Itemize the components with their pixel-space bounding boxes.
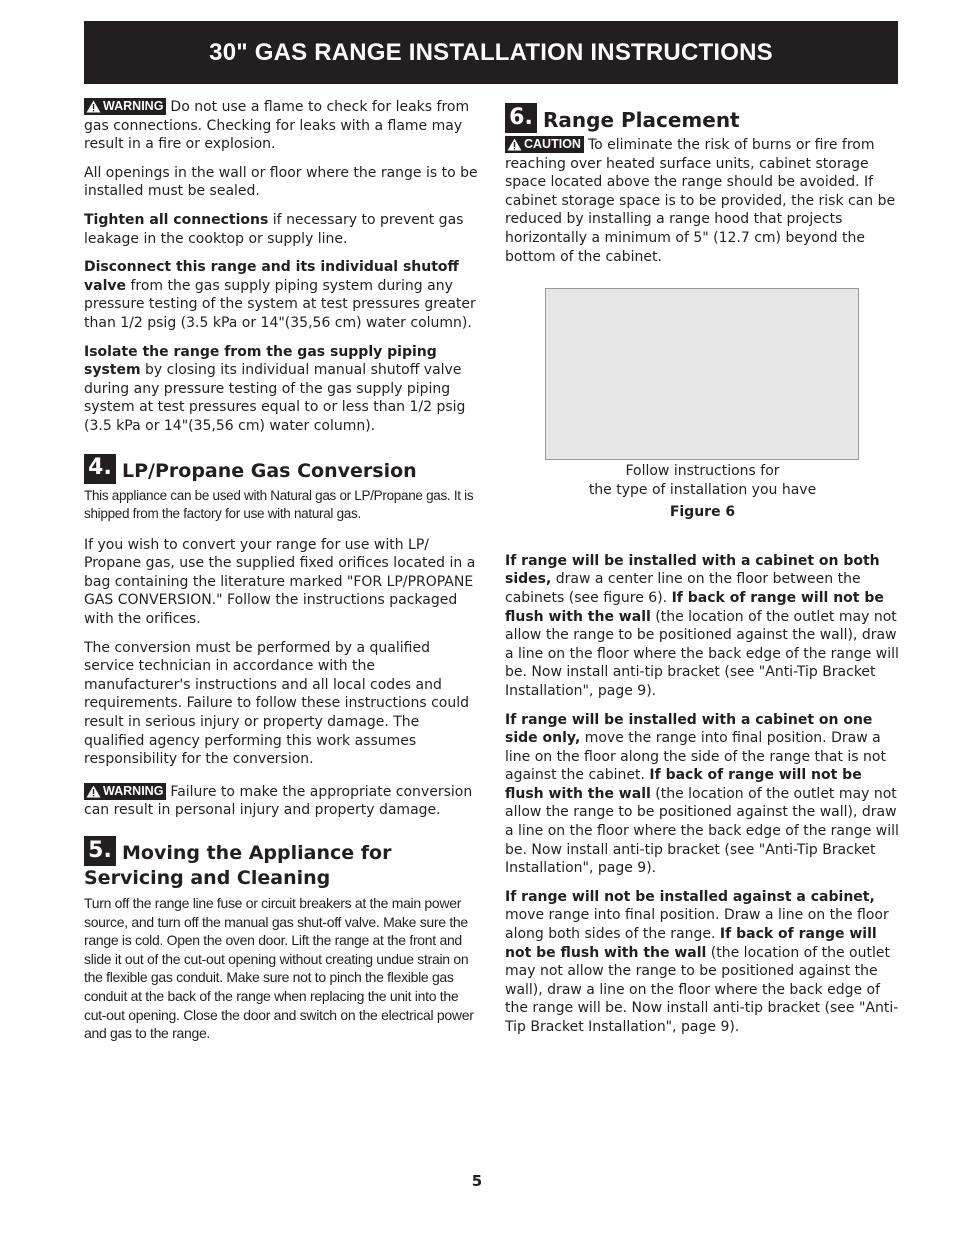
warning-triangle-icon — [86, 785, 101, 798]
figure-6-placeholder — [545, 288, 859, 460]
section-title: LP/Propane Gas Conversion — [122, 459, 417, 482]
right-column — [505, 103, 900, 1047]
section-title: Moving the Appliance for — [122, 842, 392, 864]
warning-conversion-paragraph: WARNING Failure to make the appropriate conversion can result in personal injury and property damage. — [84, 783, 473, 819]
warning-badge: WARNING — [84, 783, 166, 800]
warning-triangle-icon — [86, 100, 101, 113]
section-number: 6. — [505, 103, 537, 133]
figure-caption: Follow instructions for the type of installation you have — [588, 463, 817, 499]
both-sides-paragraph: If range will be installed with a cabinet on both sides, draw a center line on the floor between the cabinets (see figure 6). If back of range will not be flush with the wall (the location of the outlet may not allow the range to be positioned against the wall), draw a line on the floor where the back edge of the range will be. Now install anti-tip bracket (see "Anti-Tip Bracket Installation", page 9). — [505, 552, 899, 699]
tighten-paragraph: Tighten all connections if necessary to prevent gas leakage in the cooktop or supply line. — [84, 211, 464, 247]
section-4-intro: This appliance can be used with Natural gas or LP/Propane gas. It is shipped from the factory for use with natural gas. — [84, 487, 474, 522]
disconnect-paragraph: Disconnect this range and its individual shutoff valve from the gas supply piping system during any pressure testing of the system at test pressures greater than 1/2 psig (3.5 kPa or 14"(35,56 cm) water column). — [84, 259, 476, 331]
warning-badge: WARNING — [84, 98, 166, 115]
no-cabinet-paragraph: If range will not be installed against a cabinet, move range into final position. Draw a line on the floor along both sides of the range. If back of range will not be flush with the wall (the location of the outlet may not allow the range to be positioned against the wall), draw a line on the floor where the back edge of the range will be. Now install anti-tip bracket (see "Anti-Tip Bracket Installation", page 9). — [505, 888, 899, 1035]
page-title: 30" GAS RANGE INSTALLATION INSTRUCTIONS — [84, 21, 898, 84]
section-4-paragraph: If you wish to convert your range for use with LP/ Propane gas, use the supplied fixed orifices located in a bag containing the literature marked "FOR LP/PROPANE GAS CONVERSION." Follow the instructions packaged with the orifices. — [84, 536, 476, 628]
section-title: Range Placement — [543, 108, 740, 132]
warning-flame-paragraph: WARNING Do not use a flame to check for leaks from gas connections. Checking for leaks with a flame may result in a fire or explosion. — [84, 99, 470, 153]
page-number: 5 — [471, 1172, 483, 1190]
section-5-heading — [84, 836, 479, 867]
section-number: 4. — [84, 454, 116, 484]
section-6-heading — [505, 103, 900, 134]
section-title-continued: Servicing and Cleaning — [84, 867, 331, 889]
figure-title: Figure 6 — [669, 504, 736, 521]
left-column — [84, 98, 479, 1053]
warning-triangle-icon — [507, 138, 522, 151]
section-4-paragraph: The conversion must be performed by a qualified service technician in accordance with the manufacturer's instructions and all local codes and requirements. Failure to follow these instructions could result in serious injury or property damage. The qualified agency performing this work assumes responsibility for the conversion. — [84, 639, 470, 768]
section-4-heading — [84, 454, 479, 485]
section-number: 5. — [84, 836, 116, 866]
isolate-paragraph: Isolate the range from the gas supply piping system by closing its individual manual shutoff valve during any pressure testing of the gas supply piping system at test pressures equal to or less than 1/2 psig (3.5 kPa or 14"(35,56 cm) water column). — [84, 343, 466, 434]
one-side-paragraph: If range will be installed with a cabinet on one side only, move the range into final position. Draw a line on the floor along the side of the range that is not against the cabinet. If back of range will not be flush with the wall (the location of the outlet may not allow the range to be positioned against the wall), draw a line on the floor where the back edge of the range will be. Now install anti-tip bracket (see "Anti-Tip Bracket Installation", page 9). — [505, 711, 899, 877]
caution-paragraph: CAUTION To eliminate the risk of burns or fire from reaching over heated surface units, cabinet storage space located above the range should be avoided. If cabinet storage space is to be provided, the risk can be reduced by installing a range hood that projects horizontally a minimum of 5" (12.7 cm) beyond the bottom of the cabinet. — [505, 137, 896, 265]
section-5-body: Turn off the range line fuse or circuit breakers at the main power source, and turn off the manual gas shut-off valve. Make sure the range is cold. Open the oven door. Lift the range at the front and slide it out of the cut-out opening without creating undue strain on the flexible gas conduit. Make sure not to pinch the flexible gas conduit at the back of the range when replacing the unit into the cut-out opening. Close the door and switch on the electrical power and gas to the range. — [84, 895, 474, 1042]
openings-paragraph: All openings in the wall or floor where the range is to be installed must be sealed. — [84, 164, 478, 200]
caution-badge: CAUTION — [505, 136, 584, 153]
